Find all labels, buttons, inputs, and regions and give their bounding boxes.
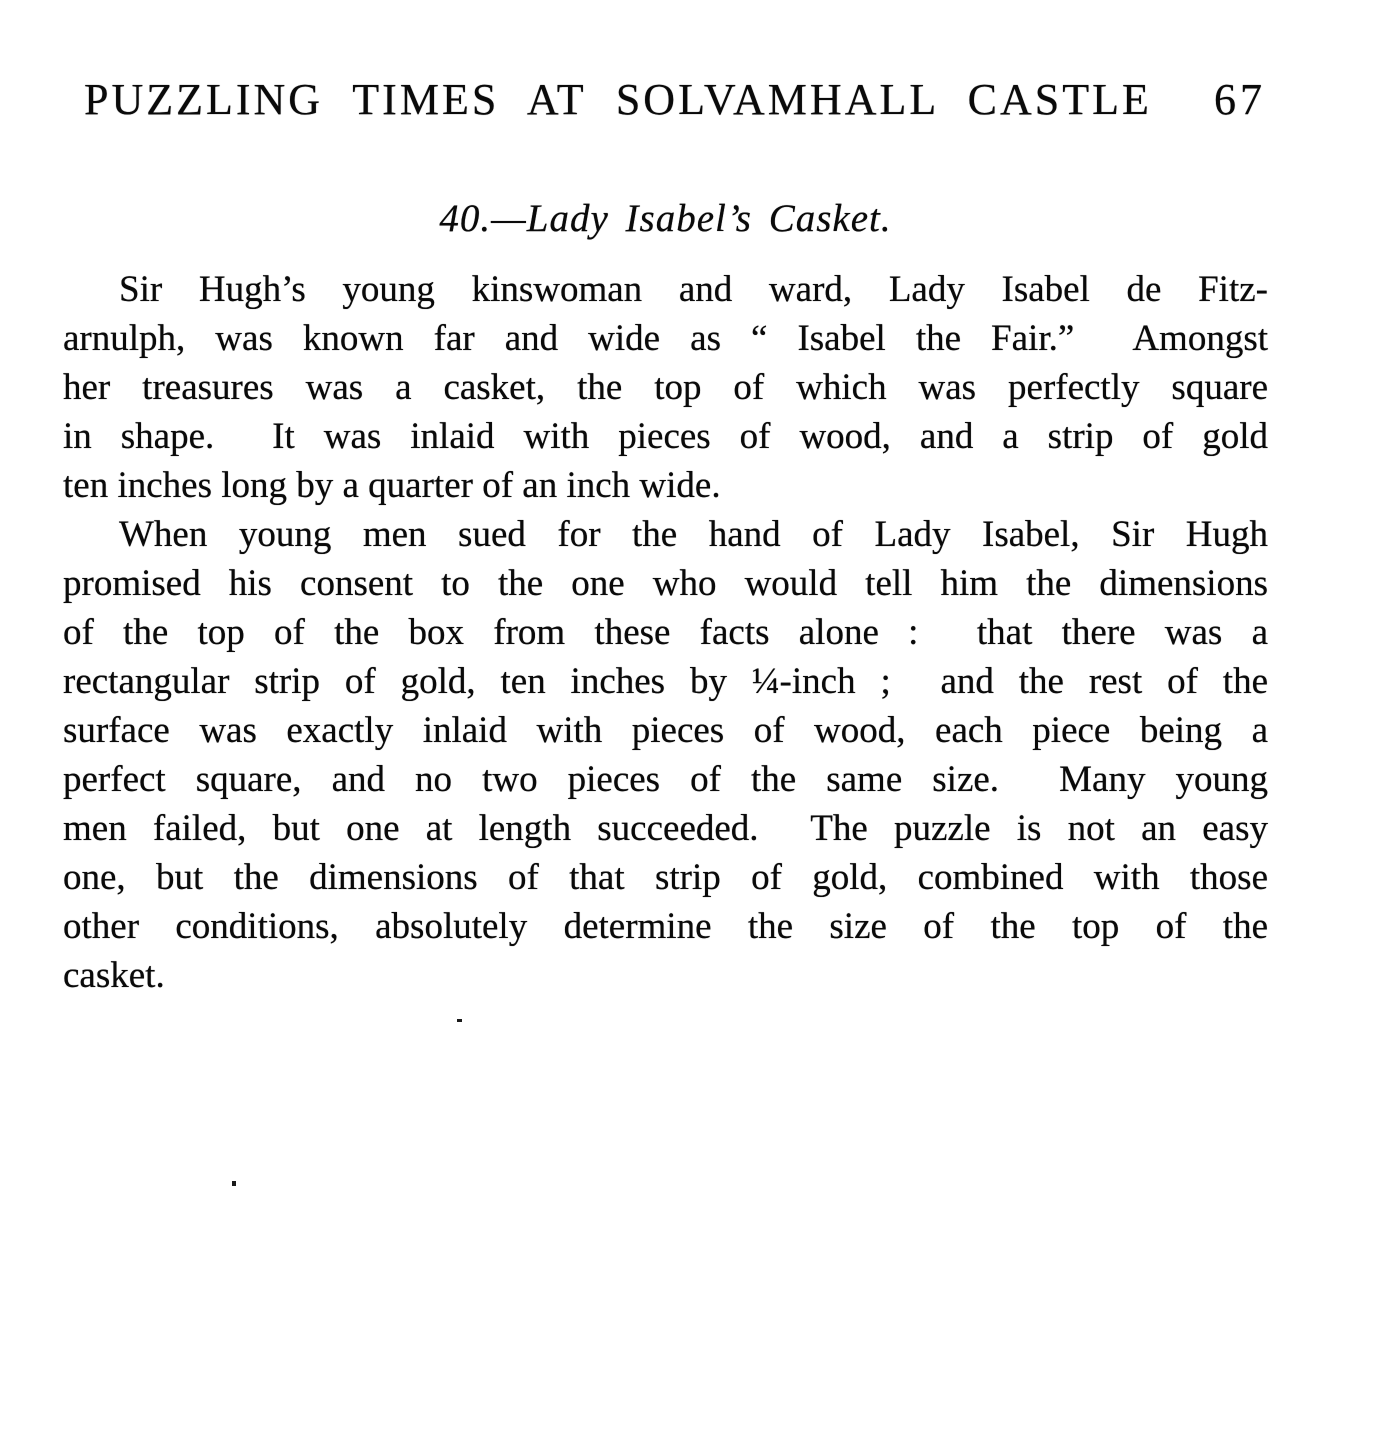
section-heading: 40.—Lady Isabel’s Casket. — [439, 197, 892, 240]
text-line: in shape. It was inlaid with pieces of wood, and a strip of gold — [63, 416, 1268, 457]
body-text — [63, 265, 1268, 1000]
text-line: casket. — [63, 955, 165, 996]
page-number: 67 — [1214, 75, 1266, 124]
text-line: perfect square, and no two pieces of the same size. Many young — [63, 759, 1268, 800]
text-line: surface was exactly inlaid with pieces of wood, each piece being a — [63, 710, 1268, 751]
text-line: ten inches long by a quarter of an inch wide. — [63, 465, 721, 506]
text-line: Sir Hugh’s young kinswoman and ward, Lady Isabel de Fitz- — [119, 269, 1268, 310]
running-header-title: PUZZLING TIMES AT SOLVAMHALL CASTLE — [84, 75, 1152, 124]
scan-speck — [457, 1019, 462, 1022]
text-line: arnulph, was known far and wide as “ Isabel the Fair.” Amongst — [63, 318, 1268, 359]
text-line: rectangular strip of gold, ten inches by ¼-inch ; and the rest of the — [63, 661, 1268, 702]
text-line: men failed, but one at length succeeded. The puzzle is not an easy — [63, 808, 1268, 849]
scan-speck — [232, 1181, 236, 1186]
running-header — [84, 76, 1266, 124]
text-line: one, but the dimensions of that strip of gold, combined with those — [63, 857, 1268, 898]
text-line: promised his consent to the one who would tell him the dimensions — [63, 563, 1268, 604]
text-line: of the top of the box from these facts alone : that there was a — [63, 612, 1268, 653]
paragraph-2 — [63, 510, 1268, 1000]
text-line: When young men sued for the hand of Lady Isabel, Sir Hugh — [119, 514, 1268, 555]
paragraph-1 — [63, 265, 1268, 510]
text-line: her treasures was a casket, the top of which was perfectly square — [63, 367, 1268, 408]
text-line: other conditions, absolutely determine the size of the top of the — [63, 906, 1268, 947]
